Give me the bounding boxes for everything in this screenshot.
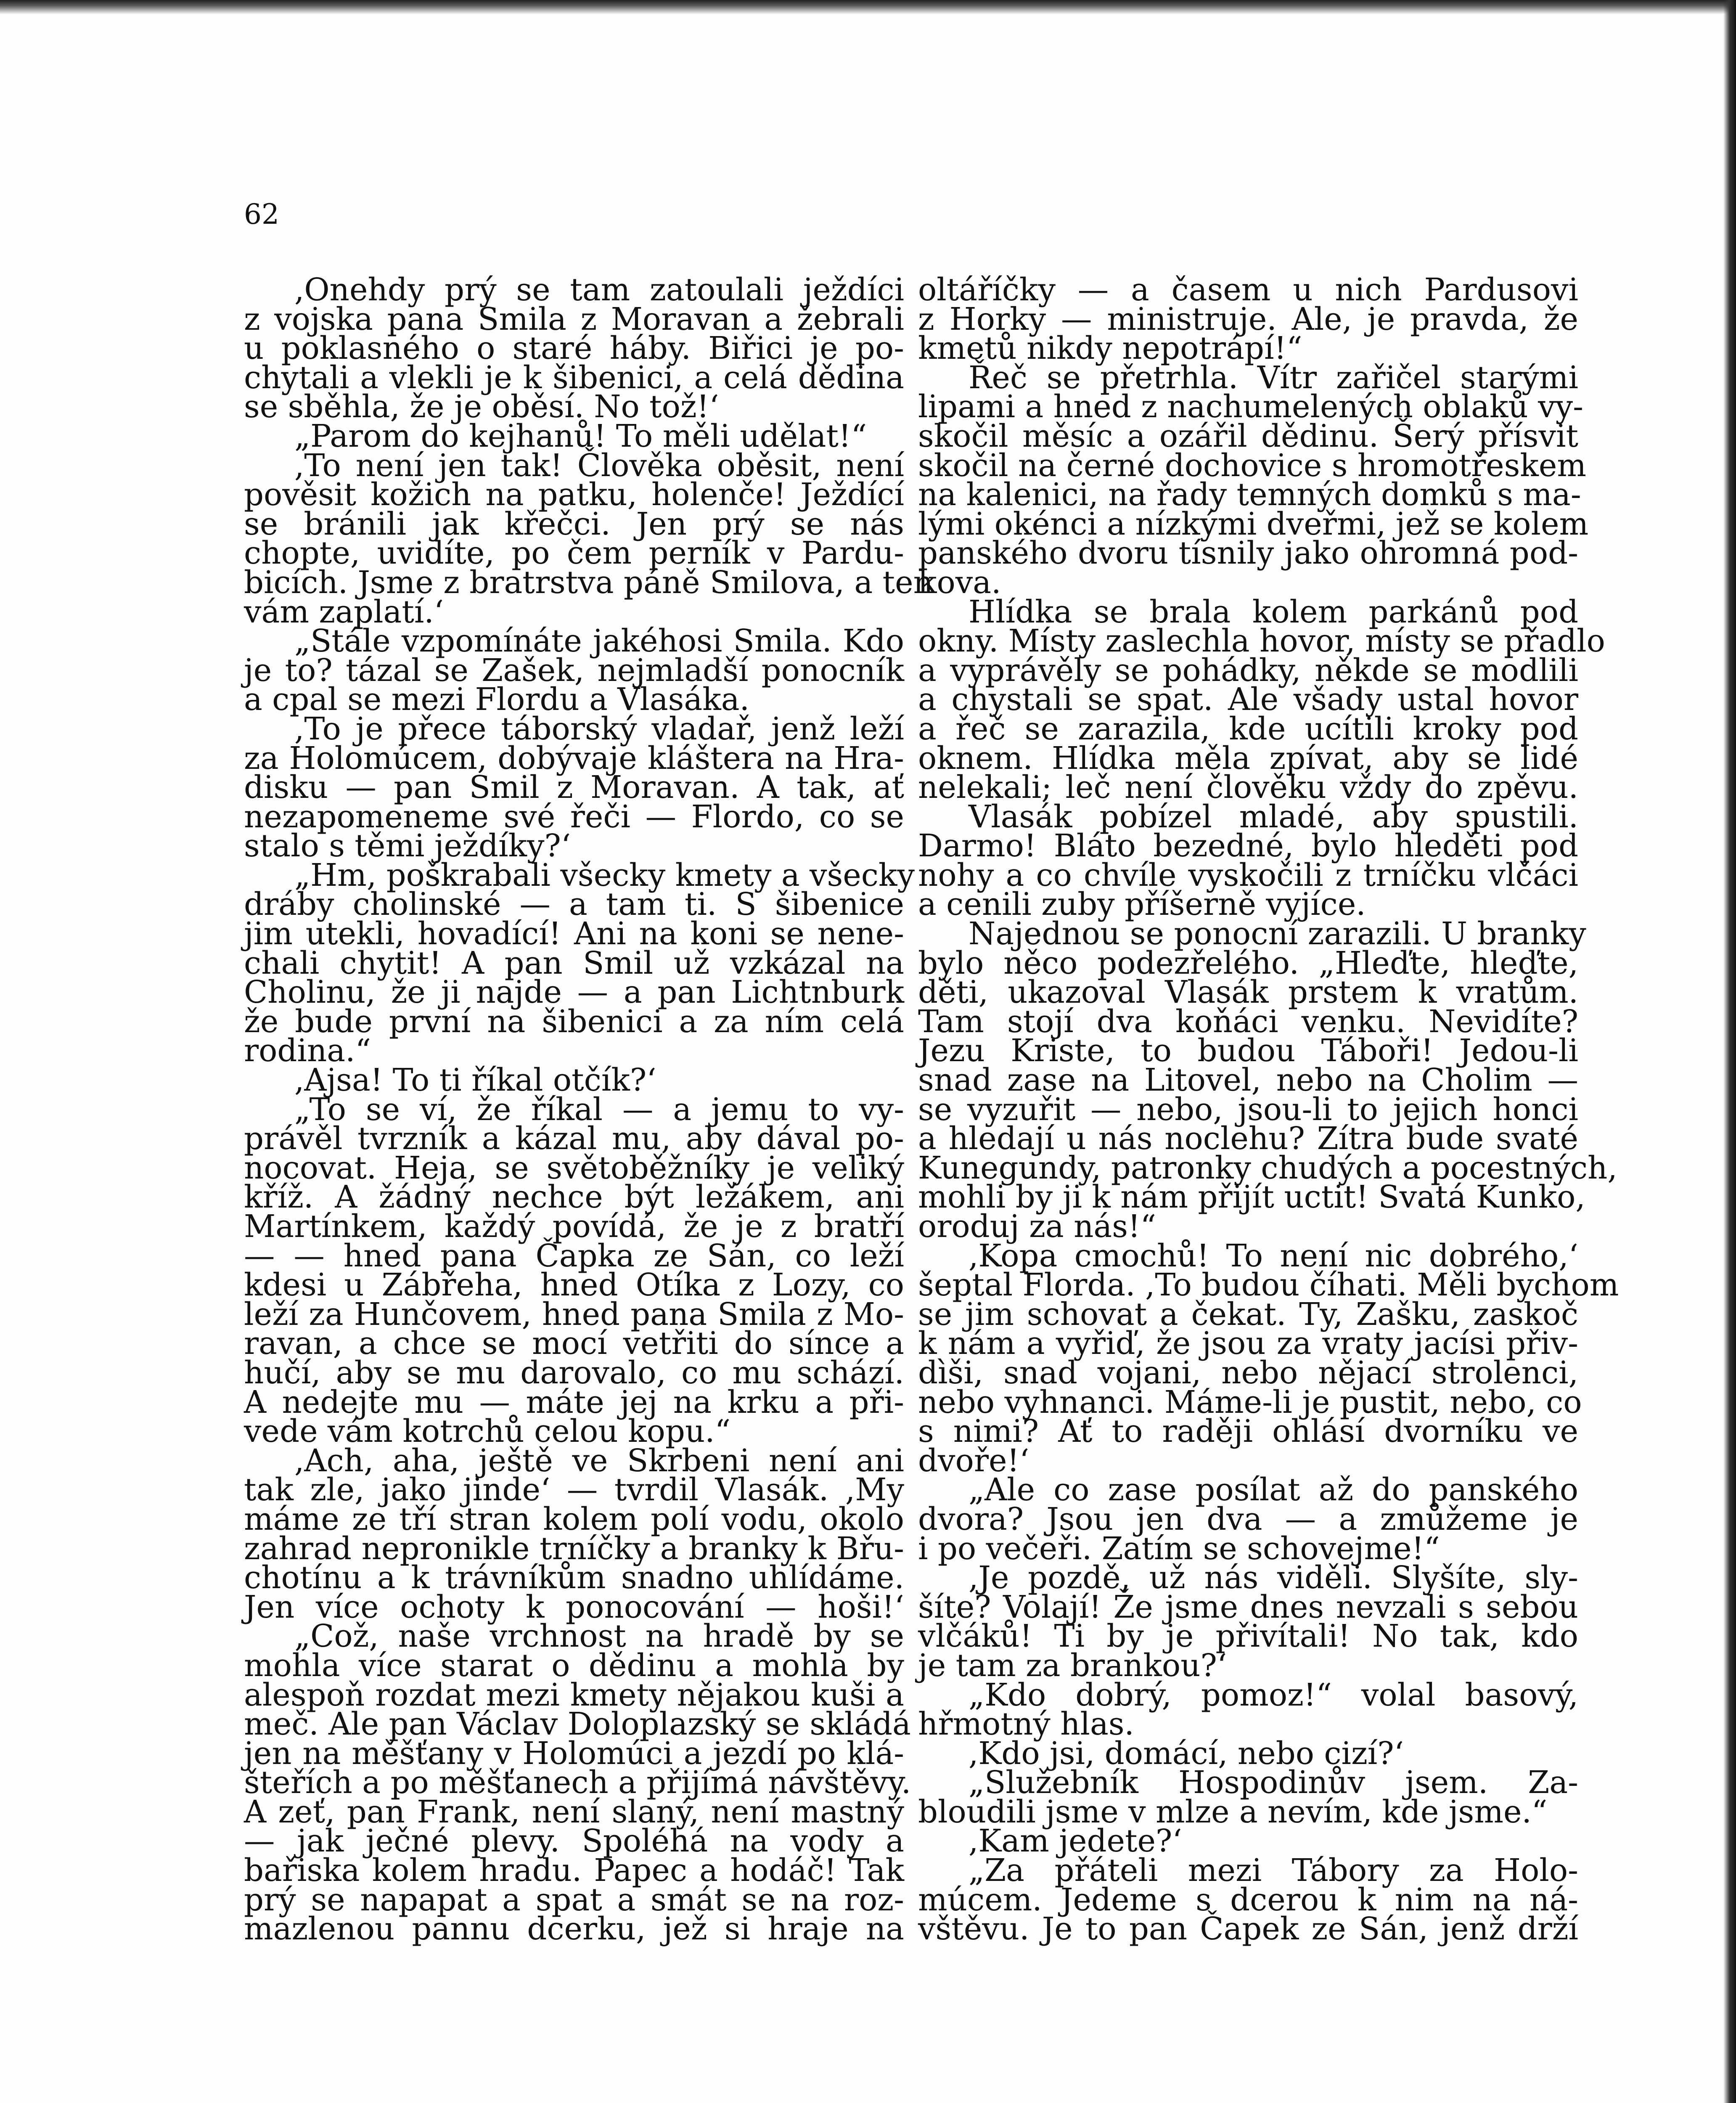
text-line: Jezu Kriste, to budou Táboři! Jedou-li: [918, 1033, 1578, 1069]
text-line: hřmotný hlas.: [918, 1706, 1134, 1743]
text-line: právěl tvrzník a kázal mu, aby dával po-: [244, 1121, 904, 1157]
text-line: oroduj za nás!“: [918, 1209, 1156, 1245]
text-line: skočil na černé dochovice s hromotřeskem: [918, 448, 1587, 484]
text-line: vlčáků! Ti by je přivítali! No tak, kdo: [918, 1618, 1578, 1655]
text-line: rodina.“: [244, 1033, 371, 1069]
text-line: oltáříčky — a časem u nich Pardusovi: [918, 272, 1578, 308]
text-line: kmetů nikdy nepotrápí!“: [918, 331, 1302, 367]
text-column-left: [244, 272, 933, 1947]
text-line: se bránili jak křečci. Jen prý se nás: [244, 506, 904, 542]
text-line: Tam stojí dva koňáci venku. Nevidíte?: [918, 1004, 1578, 1040]
text-line: mazlenou pannu dcerku, jež si hraje na: [244, 1911, 904, 1947]
text-line: i po večeři. Zatím se schovejme!“: [918, 1531, 1440, 1567]
text-line: kova.: [918, 564, 1001, 601]
text-line: ,Kam jedete?‘: [969, 1823, 1182, 1859]
text-line: okny. Místy zaslechla hovor, místy se přadlo: [918, 623, 1605, 660]
text-line: chopte, uvidíte, po čem perník v Pardu-: [244, 535, 904, 572]
text-line: „To se ví, že říkal — a jemu to vy-: [294, 1091, 904, 1128]
text-line: Cholinu, že ji najde — a pan Lichtnburk: [244, 975, 904, 1011]
text-line: Jen více ochoty k ponocování — hoši!‘: [244, 1589, 904, 1625]
text-line: vám zaplatí.‘: [244, 594, 444, 630]
text-line: oknem. Hlídka měla zpívat, aby se lidé: [918, 740, 1578, 776]
text-line: bařiska kolem hradu. Papec a hodáč! Tak: [244, 1853, 904, 1889]
text-line: dvora? Jsou jen dva — a zmůžeme je: [918, 1501, 1578, 1537]
text-line: chytali a vlekli je k šibenici, a celá dědina: [244, 360, 904, 396]
text-line: „Služebník Hospodinův jsem. Za-: [969, 1765, 1578, 1801]
text-line: chotínu a k trávníkům snadno uhlídáme.: [244, 1560, 904, 1596]
text-line: a vyprávěly se pohádky, někde se modlili: [918, 652, 1578, 689]
text-line: „Stále vzpomínáte jakéhosi Smila. Kdo: [294, 623, 904, 660]
text-line: ,To není jen tak! Člověka oběsit, není: [294, 448, 904, 484]
text-line: kdesi u Zábřeha, hned Otíka z Lozy, co: [244, 1267, 904, 1303]
text-line: z vojska pana Smila z Moravan a žebrali: [244, 301, 904, 337]
text-line: u poklasného o staré háby. Biřici je po-: [244, 331, 904, 367]
text-line: šeptal Florda. ,To budou číhati. Měli bychom: [918, 1267, 1619, 1303]
text-line: mohli by ji k nám přijít uctit! Svatá Kunko,: [918, 1179, 1585, 1216]
page-number: 62: [244, 198, 279, 230]
text-line: mohla více starat o dědinu a mohla by: [244, 1647, 904, 1684]
text-line: jen na měšťany v Holomúci a jezdí po klá-: [244, 1735, 904, 1772]
text-line: nebo vyhnanci. Máme-li je pustit, nebo, co: [918, 1384, 1582, 1420]
text-line: prý se napapat a spat a smát se na roz-: [244, 1882, 904, 1918]
text-line: múcem. Jedeme s dcerou k nim na ná-: [918, 1882, 1578, 1918]
text-line: hučí, aby se mu darovalo, co mu schází.: [244, 1355, 904, 1391]
text-line: lipami a hned z nachumelených oblaků vy-: [918, 389, 1583, 425]
text-line: a cenili zuby příšerně vyjíce.: [918, 887, 1366, 923]
text-line: ,To je přece táborský vladař, jenž leží: [294, 711, 904, 747]
text-line: je to? tázal se Zašek, nejmladší ponocník: [244, 652, 904, 689]
text-line: ,Onehdy prý se tam zatoulali ježdíci: [294, 272, 904, 308]
text-line: Vlasák pobízel mladé, aby spustili.: [969, 799, 1578, 835]
text-line: z Horky — ministruje. Ale, je pravda, že: [918, 301, 1578, 337]
text-line: se vyzuřit — nebo, jsou-li to jejich honci: [918, 1091, 1578, 1128]
text-line: ,Kdo jsi, domácí, nebo cizí?‘: [969, 1735, 1404, 1772]
text-line: za Holomúcem, dobývaje kláštera na Hra-: [244, 740, 904, 776]
text-line: je tam za brankou?‘: [918, 1647, 1227, 1684]
text-line: vštěvu. Je to pan Čapek ze Sán, jenž drží: [918, 1911, 1578, 1947]
text-line: nezapomeneme své řeči — Flordo, co se: [244, 799, 904, 835]
text-column-right: [918, 272, 1619, 1947]
text-line: na kalenici, na řady temných domků s ma-: [918, 477, 1581, 513]
text-line: Martínkem, každý povídá, že je z bratří: [244, 1209, 904, 1245]
text-line: „Což, naše vrchnost na hradě by se: [294, 1618, 904, 1655]
text-line: a cpal se mezi Flordu a Vlasáka.: [244, 682, 749, 718]
text-line: a řeč se zarazila, kde ucítili kroky pod: [918, 711, 1578, 747]
text-line: „Hm, poškrabali všecky kmety a všecky: [294, 857, 915, 893]
text-line: Řeč se přetrhla. Vítr zařičel starými: [969, 360, 1578, 396]
text-line: ,Ach, aha, ještě ve Skrbeni není ani: [294, 1443, 904, 1479]
text-line: máme ze tří stran kolem polí vodu, okolo: [244, 1501, 904, 1537]
text-line: bylo něco podezřelého. „Hleďte, hleďte,: [918, 945, 1578, 981]
text-line: šíte? Volají! Že jsme dnes nevzali s sebou: [918, 1589, 1578, 1625]
text-line: „Kdo dobrý, pomoz!“ volal basový,: [969, 1677, 1578, 1713]
text-line: skočil měsíc a ozářil dědinu. Šerý přísvit: [918, 418, 1578, 454]
text-line: se sběhla, že je oběsí. No tož!‘: [244, 389, 719, 425]
text-line: dvoře!‘: [918, 1443, 1029, 1479]
text-line: Kunegundy, patronky chudých a pocestných,: [918, 1150, 1617, 1186]
text-line: chali chytit! A pan Smil už vzkázal na: [244, 945, 904, 981]
text-line: se jim schovat a čekat. Ty, Zašku, zaskoč: [918, 1296, 1578, 1332]
text-line: a hledají u nás noclehu? Zítra bude svaté: [918, 1121, 1578, 1157]
text-line: disku — pan Smil z Moravan. A tak, ať: [244, 770, 904, 806]
text-line: děti, ukazoval Vlasák prstem k vratům.: [918, 975, 1578, 1011]
text-line: že bude první na šibenici a za ním celá: [244, 1004, 904, 1040]
text-line: pověsit kožich na patku, holenče! Ježdící: [244, 477, 904, 513]
text-line: A nedejte mu — máte jej na krku a při-: [244, 1384, 904, 1420]
text-line: alespoň rozdat mezi kmety nějakou kuši a: [244, 1677, 904, 1713]
text-line: kříž. A žádný nechce být ležákem, ani: [244, 1179, 904, 1216]
text-line: s nimi? Ať to raději ohlásí dvorníku ve: [918, 1414, 1578, 1450]
text-line: „Parom do kejhanů! To měli udělat!“: [294, 418, 867, 454]
text-line: ,Je pozdě, už nás viděli. Slyšíte, sly-: [969, 1560, 1578, 1596]
text-line: Najednou se ponocní zarazili. U branky: [969, 916, 1586, 952]
text-line: ,Kopa cmochů! To není nic dobrého,‘: [969, 1238, 1578, 1274]
text-line: jim utekli, hovadící! Ani na koni se nene-: [244, 916, 904, 952]
text-line: lými okénci a nízkými dveřmi, jež se kolem: [918, 506, 1589, 542]
text-line: nelekali; leč není člověku vždy do zpěvu.: [918, 770, 1578, 806]
text-line: ,Ajsa! To ti říkal otčík?‘: [294, 1062, 656, 1099]
text-line: a chystali se spat. Ale všady ustal hovor: [918, 682, 1578, 718]
text-line: „Za přáteli mezi Tábory za Holo-: [969, 1853, 1578, 1889]
text-line: „Ale co zase posílat až do panského: [969, 1472, 1578, 1508]
text-line: dráby cholinské — a tam ti. S šibenice: [244, 887, 904, 923]
text-line: Hlídka se brala kolem parkánů pod: [969, 594, 1578, 630]
text-line: A zeť, pan Frank, není slaný, není mastný: [244, 1794, 904, 1830]
text-line: — jak ječné plevy. Spoléhá na vody a: [244, 1823, 904, 1859]
text-line: k nám a vyřiď, že jsou za vraty jacísi přiv-: [918, 1326, 1578, 1362]
text-line: panského dvoru tísnily jako ohromná pod-: [918, 535, 1578, 572]
text-line: stalo s těmi ježdíky?‘: [244, 828, 571, 864]
text-line: meč. Ale pan Václav Doloplazský se skládá: [244, 1706, 911, 1743]
text-line: leží za Hunčovem, hned pana Smila z Mo-: [244, 1296, 904, 1332]
text-line: šteřích a po měšťanech a přijímá návštěvy.: [244, 1765, 911, 1801]
text-line: Darmo! Bláto bezedné, bylo hleděti pod: [918, 828, 1578, 864]
text-line: bicích. Jsme z bratrstva páně Smilova, a ten: [244, 564, 933, 601]
text-line: nocovat. Heja, se světoběžníky je veliký: [244, 1150, 904, 1186]
text-line: nohy a co chvíle vyskočili z trníčku vlčáci: [918, 857, 1578, 893]
text-line: vede vám kotrchů celou kopu.“: [244, 1414, 731, 1450]
scan-right-edge: [1723, 0, 1736, 2103]
text-line: zahrad nepronikle trníčky a branky k Břu-: [244, 1531, 904, 1567]
text-line: — — hned pana Čapka ze Sán, co leží: [244, 1238, 904, 1274]
scan-top-edge: [0, 0, 1736, 14]
text-line: dìši, snad vojani, nebo nějací strolenci,: [918, 1355, 1578, 1391]
text-line: tak zle, jako jinde‘ — tvrdil Vlasák. ,My: [244, 1472, 904, 1508]
text-line: ravan, a chce se mocí vetřiti do sínce a: [244, 1326, 904, 1362]
text-line: snad zase na Litovel, nebo na Cholim —: [918, 1062, 1578, 1099]
text-line: bloudili jsme v mlze a nevím, kde jsme.“: [918, 1794, 1548, 1830]
